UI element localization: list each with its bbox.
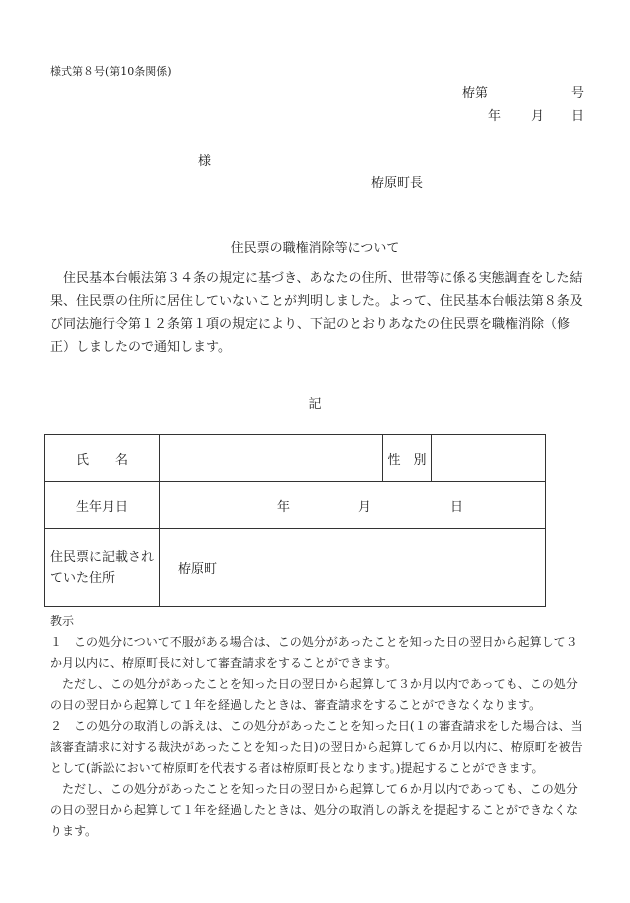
body-paragraph: 住民基本台帳法第３４条の規定に基づき、あなたの住所、世帯等に係る実態調査をした結果、住民票の住所に居住していないことが判明しました。よって、住民基本台帳法第８条及び同法施行令第１２条第１項の規定により、下記のとおりあなたの住民票を職権消除（修正）しましたので通知します。	[50, 271, 583, 355]
document-title: 住民票の職権消除等について	[230, 241, 400, 256]
dob-label: 生年月日	[45, 482, 160, 529]
dob-month: 月	[358, 500, 372, 515]
dob-day: 日	[450, 500, 464, 515]
dob-value	[160, 482, 546, 529]
info-table	[44, 434, 546, 607]
instruction-item-2-proviso: ただし、この処分があったことを知った日の翌日から起算して６か月以内であっても、この処分の日の翌日から起算して１年を経過したときは、処分の取消しの訴えを提起することができなくなります。	[50, 782, 579, 838]
name-value	[160, 435, 383, 482]
document-number	[462, 82, 584, 101]
table-row-dob	[45, 482, 546, 529]
address-label: 住民票に記載されていた住所	[45, 529, 160, 607]
address-value: 栫原町	[160, 529, 546, 607]
date-day: 日	[571, 109, 585, 124]
addressee: 様	[198, 154, 212, 169]
sex-label: 性 別	[383, 435, 432, 482]
instruction-item-2: ２ この処分の取消しの訴えは、この処分があったことを知った日(１の審査請求をした場合は、当該審査請求に対する裁決があったことを知った日)の翌日から起算して６か月以内に、栫原町を被告として(訴訟において栫原町を代表する者は栫原町長となります。)提起することができます。	[50, 719, 583, 775]
ki-heading: 記	[308, 397, 322, 412]
instructions-section	[50, 611, 586, 842]
document-number-prefix: 栫第	[462, 86, 489, 101]
instruction-item-1: １ この処分について不服がある場合は、この処分があったことを知った日の翌日から起算して３か月以内に、栫原町長に対して審査請求をすることができます。	[50, 635, 578, 670]
instructions-heading: 教示	[50, 614, 75, 628]
form-number: 様式第８号(第10条関係)	[50, 65, 172, 78]
name-label: 氏 名	[45, 435, 160, 482]
date-month: 月	[531, 109, 545, 124]
date-year: 年	[488, 109, 502, 124]
sex-value	[432, 435, 546, 482]
document-number-suffix: 号	[570, 86, 584, 101]
table-row-name	[45, 435, 546, 482]
dob-year: 年	[277, 500, 291, 515]
document-date	[488, 105, 584, 124]
sender: 栫原町長	[371, 176, 424, 191]
instruction-item-1-proviso: ただし、この処分があったことを知った日の翌日から起算して３か月以内であっても、この処分の日の翌日から起算して１年を経過したときは、審査請求をすることができなくなります。	[50, 677, 578, 712]
table-row-address	[45, 529, 546, 607]
